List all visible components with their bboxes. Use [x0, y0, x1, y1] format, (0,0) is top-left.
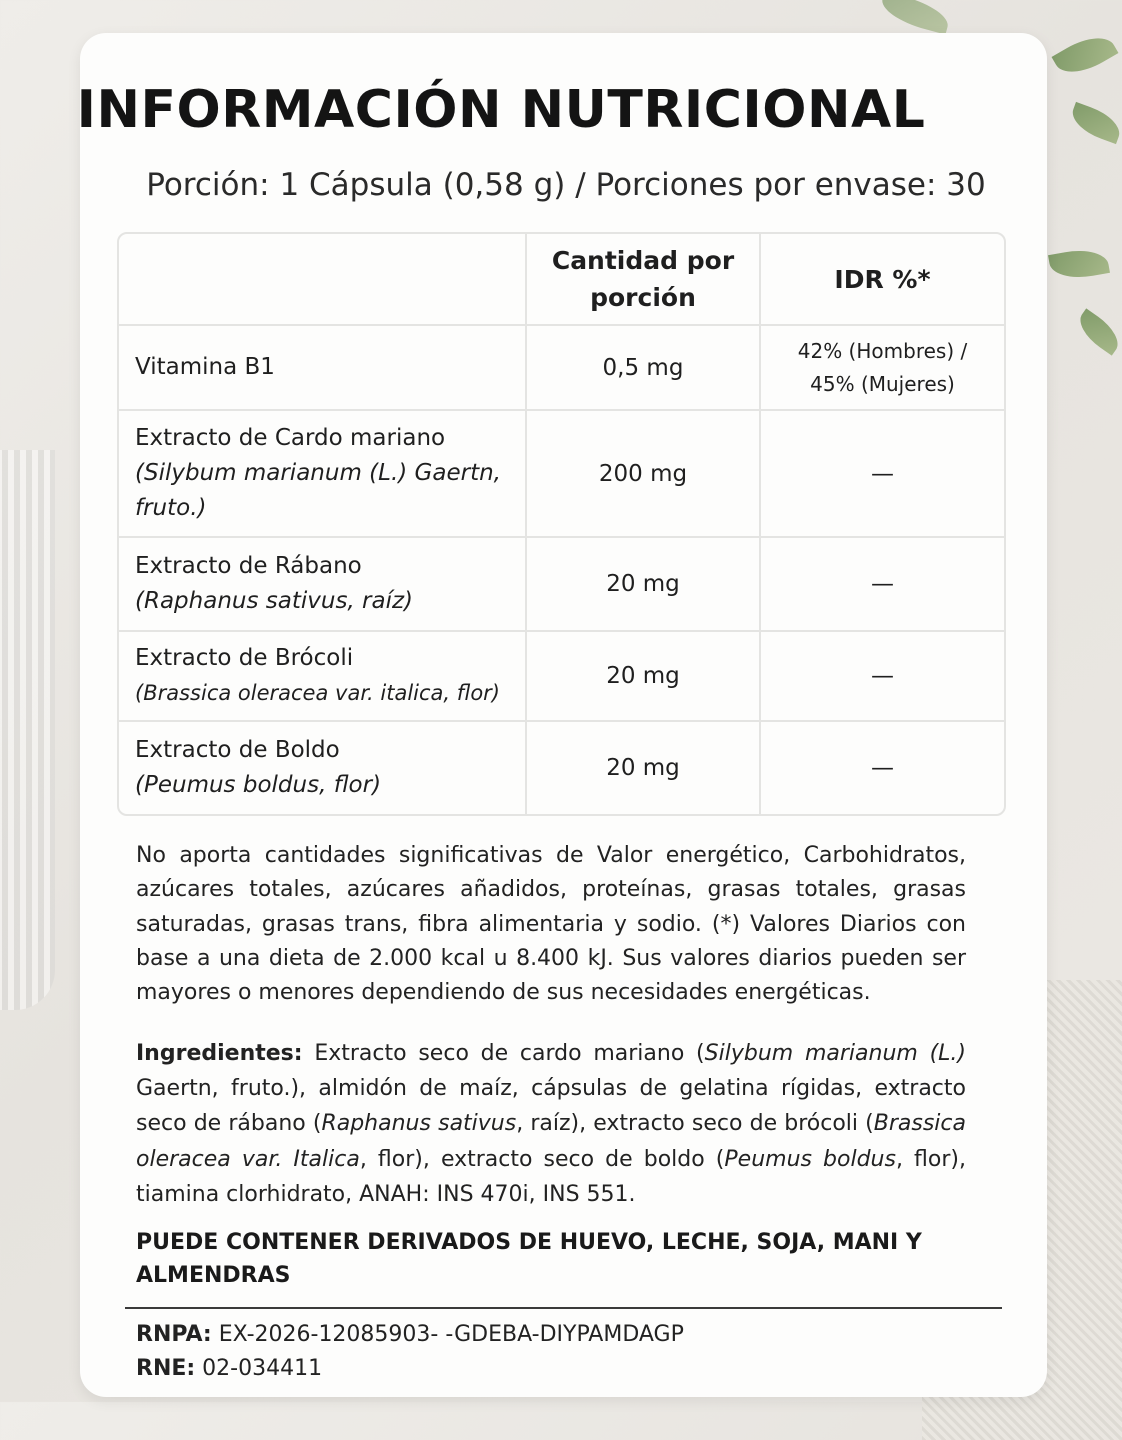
ingredients-text: , flor), tiamina clorhidrato, ANAH: INS 470i, INS 551.	[136, 1146, 966, 1207]
rne-line	[136, 1354, 956, 1384]
idr-cell: —	[871, 755, 894, 781]
background-leaf	[1067, 102, 1122, 144]
nutrient-name: Extracto de Rábano	[135, 553, 362, 579]
table-header-row	[119, 234, 1004, 326]
amount-cell: 20 mg	[527, 538, 761, 632]
idr-cell: —	[761, 632, 1004, 722]
idr-cell: —	[761, 411, 1004, 538]
ingredients-scientific-name: Brassica oleracea var. Italica	[136, 1111, 966, 1172]
rnpa-label: RNPA:	[136, 1322, 212, 1347]
ingredients-scientific-name: Silybum marianum (L.)	[704, 1041, 966, 1066]
rnpa-value: EX-2026-12085903- -GDEBA-DIYPAMDAGP	[211, 1322, 684, 1347]
ingredients-text: Extracto seco de cardo mariano (	[302, 1041, 705, 1066]
idr-cell: —	[761, 538, 1004, 632]
table-row	[119, 411, 1004, 538]
nutrition-table	[117, 232, 1006, 816]
nutrient-scientific-name: (Raphanus sativus, raíz)	[135, 588, 414, 614]
nutrient-name: Extracto de Cardo mariano	[135, 425, 446, 451]
background-leaf	[878, 0, 952, 35]
page-title: INFORMACIÓN NUTRICIONAL	[76, 80, 926, 140]
amount-cell: 20 mg	[527, 722, 761, 814]
ingredients-scientific-name: Raphanus sativus	[321, 1111, 517, 1137]
nutrient-name: Extracto de Brócoli	[135, 645, 354, 671]
idr-cell: 42% (Hombres) / 45% (Mujeres)	[761, 326, 1004, 411]
nutrient-name: Extracto de Boldo	[135, 737, 340, 763]
nutrient-cell	[119, 722, 527, 814]
nutrient-scientific-name: (Brassica oleracea var. italica, flor)	[135, 681, 500, 705]
background-glass	[0, 450, 55, 1010]
table-row	[119, 632, 1004, 722]
ingredients-text: , raíz), extracto seco de brócoli (	[516, 1111, 874, 1137]
background-leaf	[1052, 27, 1119, 83]
nutrient-name: Vitamina B1	[135, 354, 275, 380]
amount-cell: 20 mg	[527, 632, 761, 722]
ingredients-scientific-name: Peumus boldus	[724, 1146, 896, 1172]
nutrient-cell	[119, 411, 527, 538]
rne-label: RNE:	[136, 1356, 196, 1381]
nutrient-scientific-name: (Silybum marianum (L.) Gaertn, fruto.)	[135, 460, 501, 521]
rne-value: 02-034411	[195, 1356, 323, 1381]
table-row	[119, 538, 1004, 632]
table-row	[119, 722, 1004, 814]
divider	[125, 1307, 1002, 1309]
amount-cell: 200 mg	[527, 411, 761, 538]
nutrient-cell	[119, 326, 527, 411]
portion-info: Porción: 1 Cápsula (0,58 g) / Porciones por envase: 30	[146, 167, 986, 203]
nutrient-cell	[119, 632, 527, 722]
background-leaf	[1048, 245, 1110, 283]
ingredients-paragraph	[136, 1036, 966, 1212]
rnpa-line	[136, 1320, 956, 1350]
allergen-warning: PUEDE CONTENER DERIVADOS DE HUEVO, LECHE, SOJA, MANI Y ALMENDRAS	[136, 1230, 922, 1288]
ingredients-text: Gaertn, fruto.), almidón de maíz, cápsulas de gelatina rígidas, extracto seco de rábano (	[136, 1076, 966, 1137]
amount-cell: 0,5 mg	[527, 326, 761, 411]
nutrition-footnote: No aporta cantidades significativas de Valor energético, Carbohidratos, azúcares totales, azúcares añadidos, proteínas, grasas totales, grasas saturadas, grasas trans, fibra alimentaria y sodio. (*) Valores Diarios con base a una dieta de 2.000 kcal u 8.400 kJ. Sus valores diarios pueden ser mayores o menores dependiendo de sus necesidades energéticas.	[136, 843, 966, 1006]
ingredients-label: Ingredientes:	[136, 1041, 303, 1066]
nutrient-scientific-name: (Peumus boldus, flor)	[135, 772, 382, 798]
nutrient-cell	[119, 538, 527, 632]
column-header-nutrient	[119, 234, 527, 326]
background-leaf	[1072, 308, 1122, 355]
ingredients-text: , flor), extracto seco de boldo (	[359, 1146, 725, 1172]
column-header-idr: IDR %*	[761, 234, 1004, 326]
table-row	[119, 326, 1004, 411]
column-header-amount: Cantidad por porción	[527, 234, 761, 326]
